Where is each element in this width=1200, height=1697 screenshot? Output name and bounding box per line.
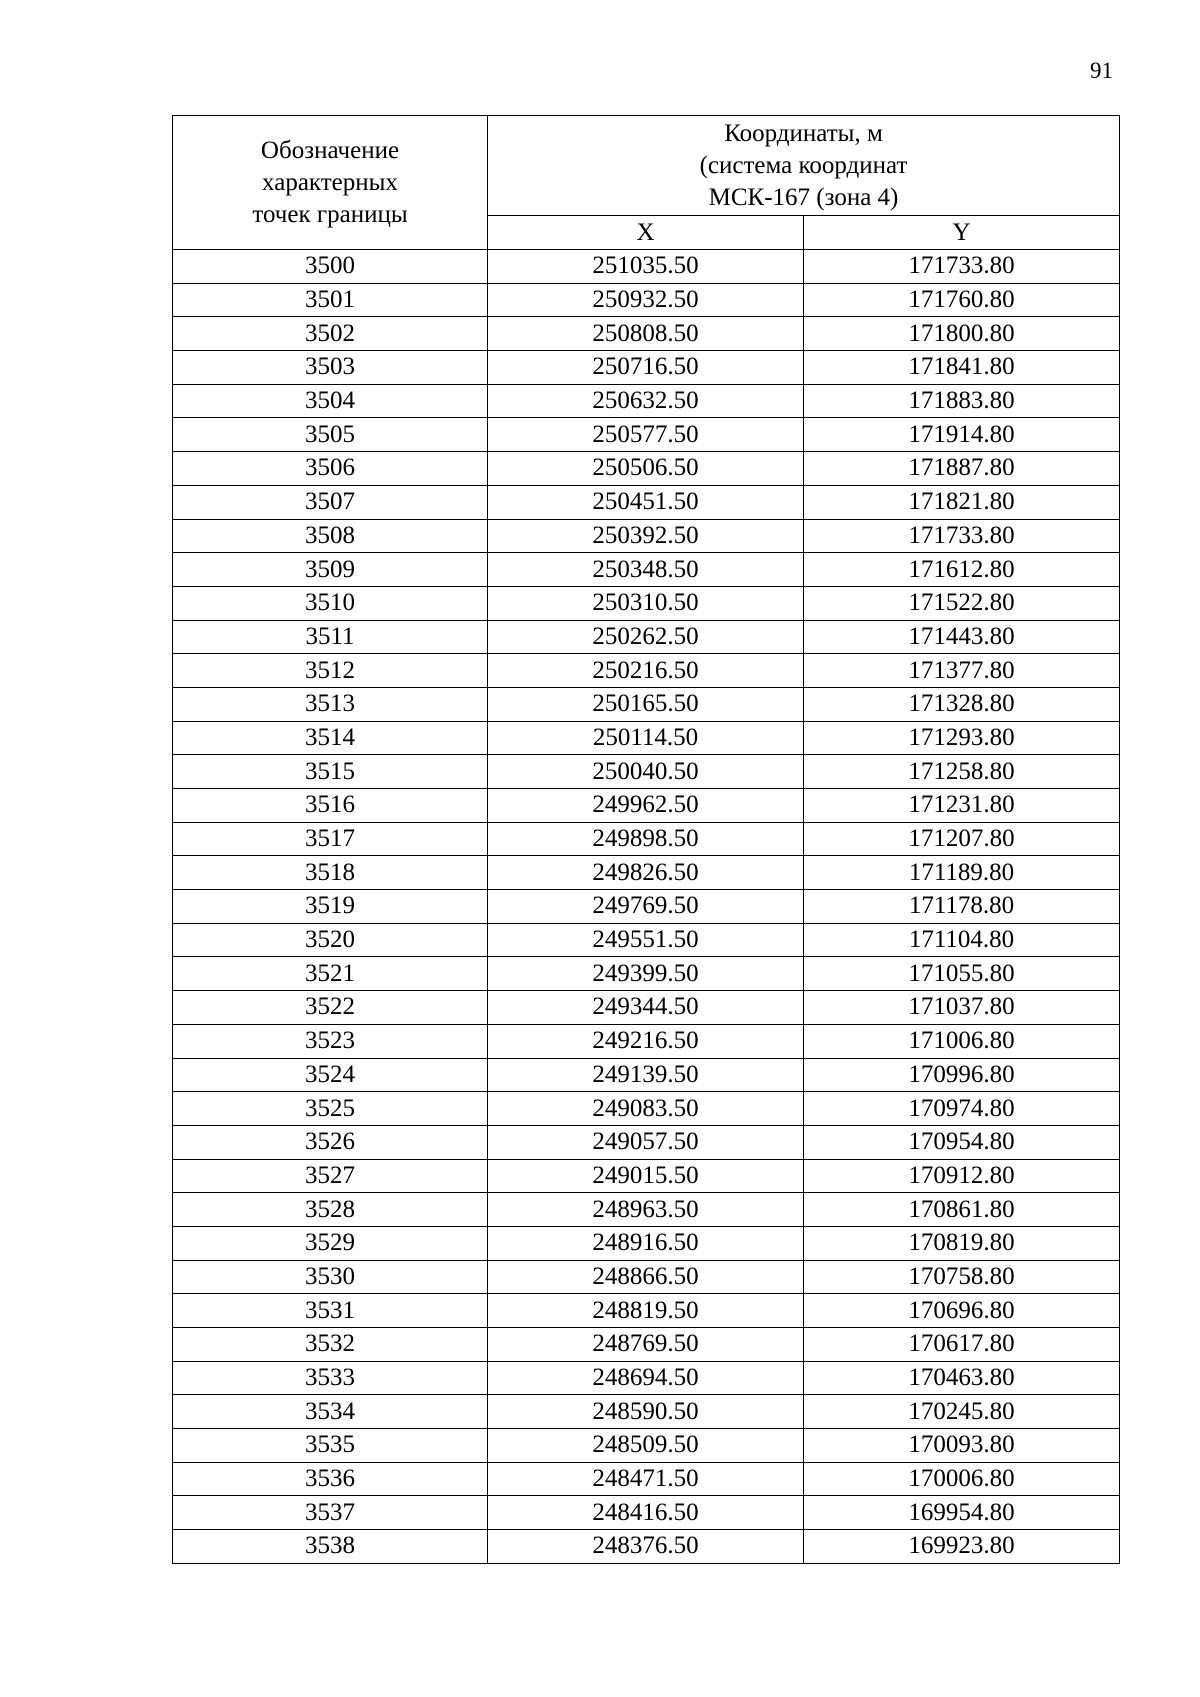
table-row xyxy=(173,384,1120,418)
point-id-cell: 3531 xyxy=(173,1294,488,1328)
y-coordinate-cell: 171231.80 xyxy=(804,789,1120,823)
y-coordinate-cell: 171841.80 xyxy=(804,351,1120,385)
point-id-cell: 3512 xyxy=(173,654,488,688)
y-coordinate-cell: 169954.80 xyxy=(804,1496,1120,1530)
point-designation-header xyxy=(173,116,488,250)
x-coordinate-cell: 248866.50 xyxy=(488,1260,804,1294)
y-coordinate-cell: 170093.80 xyxy=(804,1429,1120,1463)
table-row xyxy=(173,553,1120,587)
x-coordinate-cell: 250040.50 xyxy=(488,755,804,789)
y-coordinate-cell: 171055.80 xyxy=(804,957,1120,991)
y-coordinate-cell: 171037.80 xyxy=(804,991,1120,1025)
point-id-cell: 3504 xyxy=(173,384,488,418)
point-id-cell: 3532 xyxy=(173,1328,488,1362)
y-coordinate-cell: 171800.80 xyxy=(804,317,1120,351)
point-id-cell: 3516 xyxy=(173,789,488,823)
y-coordinate-cell: 170954.80 xyxy=(804,1125,1120,1159)
point-id-cell: 3502 xyxy=(173,317,488,351)
point-id-cell: 3503 xyxy=(173,351,488,385)
point-id-cell: 3517 xyxy=(173,822,488,856)
point-id-cell: 3522 xyxy=(173,991,488,1025)
point-id-cell: 3528 xyxy=(173,1193,488,1227)
table-row xyxy=(173,789,1120,823)
x-coordinate-cell: 249216.50 xyxy=(488,1024,804,1058)
table-row xyxy=(173,654,1120,688)
x-coordinate-cell: 248819.50 xyxy=(488,1294,804,1328)
x-coordinate-cell: 249057.50 xyxy=(488,1125,804,1159)
table-row xyxy=(173,1159,1120,1193)
x-coordinate-cell: 250216.50 xyxy=(488,654,804,688)
table-row xyxy=(173,1260,1120,1294)
x-coordinate-cell: 249344.50 xyxy=(488,991,804,1025)
point-id-cell: 3513 xyxy=(173,687,488,721)
point-id-cell: 3526 xyxy=(173,1125,488,1159)
x-coordinate-cell: 248590.50 xyxy=(488,1395,804,1429)
point-id-cell: 3520 xyxy=(173,923,488,957)
x-coordinate-cell: 248376.50 xyxy=(488,1530,804,1564)
x-coordinate-cell: 250506.50 xyxy=(488,452,804,486)
x-coordinate-cell: 248509.50 xyxy=(488,1429,804,1463)
point-id-cell: 3514 xyxy=(173,721,488,755)
table-row xyxy=(173,452,1120,486)
x-coordinate-cell: 249015.50 xyxy=(488,1159,804,1193)
table-row xyxy=(173,586,1120,620)
coordinates-header xyxy=(488,116,1120,216)
point-id-cell: 3511 xyxy=(173,620,488,654)
y-coordinate-cell: 171522.80 xyxy=(804,586,1120,620)
x-column-header: X xyxy=(488,216,804,250)
table-row xyxy=(173,755,1120,789)
table-row xyxy=(173,250,1120,284)
point-id-cell: 3510 xyxy=(173,586,488,620)
header-line: характерных xyxy=(262,168,398,196)
point-id-cell: 3534 xyxy=(173,1395,488,1429)
y-coordinate-cell: 171760.80 xyxy=(804,283,1120,317)
y-coordinate-cell: 171006.80 xyxy=(804,1024,1120,1058)
table-row xyxy=(173,1361,1120,1395)
point-id-cell: 3518 xyxy=(173,856,488,890)
header-line: Обозначение xyxy=(260,136,400,164)
table-row xyxy=(173,1193,1120,1227)
y-coordinate-cell: 170974.80 xyxy=(804,1092,1120,1126)
x-coordinate-cell: 250114.50 xyxy=(488,721,804,755)
point-id-cell: 3519 xyxy=(173,890,488,924)
y-coordinate-cell: 171733.80 xyxy=(804,519,1120,553)
point-id-cell: 3525 xyxy=(173,1092,488,1126)
x-coordinate-cell: 250577.50 xyxy=(488,418,804,452)
table-row xyxy=(173,721,1120,755)
point-id-cell: 3506 xyxy=(173,452,488,486)
y-coordinate-cell: 171733.80 xyxy=(804,250,1120,284)
table-row xyxy=(173,1092,1120,1126)
x-coordinate-cell: 250716.50 xyxy=(488,351,804,385)
x-coordinate-cell: 250165.50 xyxy=(488,687,804,721)
y-coordinate-cell: 171914.80 xyxy=(804,418,1120,452)
y-coordinate-cell: 170861.80 xyxy=(804,1193,1120,1227)
point-id-cell: 3515 xyxy=(173,755,488,789)
y-coordinate-cell: 170696.80 xyxy=(804,1294,1120,1328)
table-row xyxy=(173,351,1120,385)
y-coordinate-cell: 171258.80 xyxy=(804,755,1120,789)
coordinates-table xyxy=(172,115,1120,1564)
x-coordinate-cell: 248694.50 xyxy=(488,1361,804,1395)
table-row xyxy=(173,822,1120,856)
y-coordinate-cell: 171293.80 xyxy=(804,721,1120,755)
table-row xyxy=(173,1496,1120,1530)
x-coordinate-cell: 248916.50 xyxy=(488,1226,804,1260)
point-id-cell: 3529 xyxy=(173,1226,488,1260)
point-id-cell: 3536 xyxy=(173,1462,488,1496)
table-row xyxy=(173,519,1120,553)
x-coordinate-cell: 250932.50 xyxy=(488,283,804,317)
table-row xyxy=(173,1462,1120,1496)
y-coordinate-cell: 170463.80 xyxy=(804,1361,1120,1395)
table-row xyxy=(173,418,1120,452)
header-line: МСК-167 (зона 4) xyxy=(708,183,899,211)
y-coordinate-cell: 170006.80 xyxy=(804,1462,1120,1496)
point-id-cell: 3537 xyxy=(173,1496,488,1530)
x-coordinate-cell: 248416.50 xyxy=(488,1496,804,1530)
y-coordinate-cell: 170996.80 xyxy=(804,1058,1120,1092)
y-coordinate-cell: 171189.80 xyxy=(804,856,1120,890)
point-id-cell: 3521 xyxy=(173,957,488,991)
x-coordinate-cell: 249962.50 xyxy=(488,789,804,823)
table-row xyxy=(173,923,1120,957)
x-coordinate-cell: 248963.50 xyxy=(488,1193,804,1227)
y-coordinate-cell: 171887.80 xyxy=(804,452,1120,486)
x-coordinate-cell: 249826.50 xyxy=(488,856,804,890)
table-body xyxy=(173,250,1120,1564)
table-row xyxy=(173,957,1120,991)
x-coordinate-cell: 250808.50 xyxy=(488,317,804,351)
table-row xyxy=(173,1058,1120,1092)
x-coordinate-cell: 249769.50 xyxy=(488,890,804,924)
y-coordinate-cell: 171883.80 xyxy=(804,384,1120,418)
y-coordinate-cell: 170758.80 xyxy=(804,1260,1120,1294)
table-row xyxy=(173,620,1120,654)
table-row xyxy=(173,1530,1120,1564)
table-row xyxy=(173,856,1120,890)
table-row xyxy=(173,1395,1120,1429)
table-row xyxy=(173,1024,1120,1058)
table-row xyxy=(173,1429,1120,1463)
page-number: 91 xyxy=(1090,58,1113,83)
table-row xyxy=(173,687,1120,721)
header-line: Координаты, м xyxy=(724,119,883,147)
x-coordinate-cell: 249399.50 xyxy=(488,957,804,991)
y-column-header: Y xyxy=(804,216,1120,250)
x-coordinate-cell: 250262.50 xyxy=(488,620,804,654)
x-coordinate-cell: 248769.50 xyxy=(488,1328,804,1362)
point-id-cell: 3535 xyxy=(173,1429,488,1463)
y-coordinate-cell: 171207.80 xyxy=(804,822,1120,856)
table-row xyxy=(173,1226,1120,1260)
y-coordinate-cell: 171612.80 xyxy=(804,553,1120,587)
point-id-cell: 3507 xyxy=(173,485,488,519)
y-coordinate-cell: 171377.80 xyxy=(804,654,1120,688)
x-coordinate-cell: 250310.50 xyxy=(488,586,804,620)
y-coordinate-cell: 170617.80 xyxy=(804,1328,1120,1362)
table-row xyxy=(173,1125,1120,1159)
point-id-cell: 3527 xyxy=(173,1159,488,1193)
x-coordinate-cell: 249551.50 xyxy=(488,923,804,957)
point-id-cell: 3505 xyxy=(173,418,488,452)
header-line: (система координат xyxy=(699,151,908,179)
x-coordinate-cell: 249898.50 xyxy=(488,822,804,856)
point-id-cell: 3500 xyxy=(173,250,488,284)
point-id-cell: 3524 xyxy=(173,1058,488,1092)
y-coordinate-cell: 170245.80 xyxy=(804,1395,1120,1429)
x-coordinate-cell: 249083.50 xyxy=(488,1092,804,1126)
table-row xyxy=(173,1294,1120,1328)
y-coordinate-cell: 171178.80 xyxy=(804,890,1120,924)
point-id-cell: 3530 xyxy=(173,1260,488,1294)
x-coordinate-cell: 251035.50 xyxy=(488,250,804,284)
x-coordinate-cell: 248471.50 xyxy=(488,1462,804,1496)
point-id-cell: 3538 xyxy=(173,1530,488,1564)
y-coordinate-cell: 171328.80 xyxy=(804,687,1120,721)
table-row xyxy=(173,485,1120,519)
y-coordinate-cell: 170819.80 xyxy=(804,1226,1120,1260)
point-id-cell: 3501 xyxy=(173,283,488,317)
header-line: точек границы xyxy=(252,200,408,228)
point-id-cell: 3523 xyxy=(173,1024,488,1058)
x-coordinate-cell: 250348.50 xyxy=(488,553,804,587)
y-coordinate-cell: 171821.80 xyxy=(804,485,1120,519)
y-coordinate-cell: 171104.80 xyxy=(804,923,1120,957)
table-row xyxy=(173,317,1120,351)
table-row xyxy=(173,283,1120,317)
x-coordinate-cell: 250392.50 xyxy=(488,519,804,553)
point-id-cell: 3509 xyxy=(173,553,488,587)
table-row xyxy=(173,890,1120,924)
table-header xyxy=(173,116,1120,250)
x-coordinate-cell: 250451.50 xyxy=(488,485,804,519)
point-id-cell: 3508 xyxy=(173,519,488,553)
point-id-cell: 3533 xyxy=(173,1361,488,1395)
y-coordinate-cell: 169923.80 xyxy=(804,1530,1120,1564)
y-coordinate-cell: 170912.80 xyxy=(804,1159,1120,1193)
y-coordinate-cell: 171443.80 xyxy=(804,620,1120,654)
table-row xyxy=(173,991,1120,1025)
x-coordinate-cell: 250632.50 xyxy=(488,384,804,418)
x-coordinate-cell: 249139.50 xyxy=(488,1058,804,1092)
table-row xyxy=(173,1328,1120,1362)
